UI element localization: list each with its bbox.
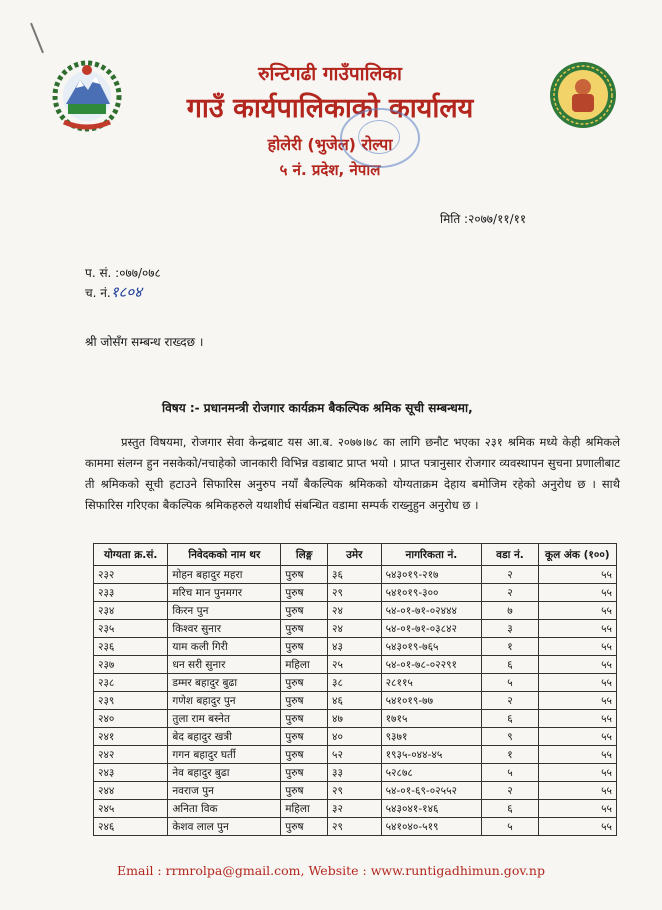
- col-ward: वडा नं.: [482, 544, 538, 566]
- col-name: निवेदकको नाम थर: [168, 544, 281, 566]
- score-cell: ५५: [538, 692, 616, 710]
- alternate-workers-table: [93, 543, 617, 836]
- citizenship-cell: ५४१०४०-५१९: [381, 818, 482, 836]
- citizenship-cell: ५४-०१-७१-०३८४२: [381, 620, 482, 638]
- table-row: [94, 728, 617, 746]
- name-cell: धन सरी सुनार: [168, 656, 281, 674]
- ward-cell: २: [482, 566, 538, 584]
- name-cell: अनिता विक: [168, 800, 281, 818]
- ward-cell: १: [482, 746, 538, 764]
- table-row: [94, 782, 617, 800]
- name-cell: मोहन बहादुर महरा: [168, 566, 281, 584]
- rank-cell: २३२: [94, 566, 168, 584]
- score-cell: ५५: [538, 818, 616, 836]
- table-row: [94, 584, 617, 602]
- table-row: [94, 692, 617, 710]
- gender-cell: पुरुष: [281, 782, 328, 800]
- municipality-logo-icon: [548, 60, 618, 130]
- name-cell: किश्वर सुनार: [168, 620, 281, 638]
- gender-cell: पुरुष: [281, 602, 328, 620]
- gender-cell: पुरुष: [281, 728, 328, 746]
- gender-cell: पुरुष: [281, 584, 328, 602]
- age-cell: ४३: [328, 638, 382, 656]
- age-cell: २९: [328, 782, 382, 800]
- age-cell: २४: [328, 602, 382, 620]
- reference-number: प. सं. :०७७/०७८: [85, 266, 161, 280]
- municipality-name: रुन्टिगढी गाउँपालिका: [258, 63, 402, 85]
- score-cell: ५५: [538, 566, 616, 584]
- citizenship-cell: ५४-०१-६९-०२५५२: [381, 782, 482, 800]
- name-cell: गणेश बहादुर पुन: [168, 692, 281, 710]
- score-cell: ५५: [538, 764, 616, 782]
- citizenship-cell: १९३५-०४४-४५: [381, 746, 482, 764]
- citizenship-cell: ५४३०४१-१४६: [381, 800, 482, 818]
- ward-cell: ६: [482, 656, 538, 674]
- gender-cell: पुरुष: [281, 674, 328, 692]
- rank-cell: २४०: [94, 710, 168, 728]
- score-cell: ५५: [538, 782, 616, 800]
- table-row: [94, 746, 617, 764]
- citizenship-cell: ५४-०१-७१-०२४४४: [381, 602, 482, 620]
- age-cell: ३६: [328, 566, 382, 584]
- name-cell: गगन बहादुर घर्ती: [168, 746, 281, 764]
- gender-cell: पुरुष: [281, 746, 328, 764]
- table-row: [94, 566, 617, 584]
- dispatch-number: [85, 282, 142, 302]
- name-cell: किरन पुन: [168, 602, 281, 620]
- ward-cell: ५: [482, 674, 538, 692]
- score-cell: ५५: [538, 620, 616, 638]
- office-location: होलेरी (भुजेल) रोल्पा: [267, 135, 393, 154]
- score-cell: ५५: [538, 674, 616, 692]
- dispatch-number-handwritten: १८०४: [110, 283, 142, 301]
- score-cell: ५५: [538, 656, 616, 674]
- gender-cell: पुरुष: [281, 710, 328, 728]
- age-cell: ४६: [328, 692, 382, 710]
- ward-cell: ६: [482, 800, 538, 818]
- scan-mark: [30, 23, 44, 53]
- gender-cell: महिला: [281, 656, 328, 674]
- score-cell: ५५: [538, 800, 616, 818]
- name-cell: बेद बहादुर खत्री: [168, 728, 281, 746]
- citizenship-cell: ५४१०१९-३००: [381, 584, 482, 602]
- age-cell: ३२: [328, 800, 382, 818]
- age-cell: ३३: [328, 764, 382, 782]
- col-citizenship: नागरिकता नं.: [381, 544, 482, 566]
- name-cell: नेव बहादुर बुढा: [168, 764, 281, 782]
- name-cell: याम कली गिरी: [168, 638, 281, 656]
- citizenship-cell: ५४३०१९-७६५: [381, 638, 482, 656]
- col-age: उमेर: [328, 544, 382, 566]
- age-cell: २९: [328, 818, 382, 836]
- table-row: [94, 638, 617, 656]
- citizenship-cell: ९३७१: [381, 728, 482, 746]
- table-row: [94, 818, 617, 836]
- score-cell: ५५: [538, 746, 616, 764]
- letter-date: मिति :२०७७/११/११: [440, 212, 527, 226]
- age-cell: २५: [328, 656, 382, 674]
- rank-cell: २३४: [94, 602, 168, 620]
- province-line: ५ नं. प्रदेश, नेपाल: [279, 161, 381, 179]
- rank-cell: २३८: [94, 674, 168, 692]
- citizenship-cell: ५४१०१९-७७: [381, 692, 482, 710]
- gender-cell: महिला: [281, 800, 328, 818]
- rank-cell: २३५: [94, 620, 168, 638]
- score-cell: ५५: [538, 638, 616, 656]
- footer-contact: Email : rrmrolpa@gmail.com, Website : www.runtigadhimun.gov.np: [117, 863, 545, 878]
- rank-cell: २४३: [94, 764, 168, 782]
- ward-cell: १: [482, 638, 538, 656]
- office-title: गाउँ कार्यपालिकाको कार्यालय: [186, 93, 474, 124]
- subject-line: विषय :- प्रधानमन्त्री रोजगार कार्यक्रम बैकल्पिक श्रमिक सूची सम्बन्धमा,: [162, 401, 473, 415]
- table-row: [94, 800, 617, 818]
- ward-cell: २: [482, 692, 538, 710]
- name-cell: डम्मर बहादुर बुढा: [168, 674, 281, 692]
- name-cell: तुला राम बस्नेत: [168, 710, 281, 728]
- ward-cell: २: [482, 584, 538, 602]
- table-header-row: [94, 544, 617, 566]
- age-cell: ४०: [328, 728, 382, 746]
- rank-cell: २४२: [94, 746, 168, 764]
- citizenship-cell: ५२८७८: [381, 764, 482, 782]
- score-cell: ५५: [538, 584, 616, 602]
- rank-cell: २४१: [94, 728, 168, 746]
- addressee: श्री जोसँग सम्बन्ध राख्दछ ।: [85, 335, 204, 349]
- score-cell: ५५: [538, 728, 616, 746]
- score-cell: ५५: [538, 710, 616, 728]
- name-cell: नवराज पुन: [168, 782, 281, 800]
- ward-cell: ३: [482, 620, 538, 638]
- office-stamp: [340, 108, 420, 168]
- age-cell: ४७: [328, 710, 382, 728]
- citizenship-cell: ५४-०१-७८-०२२९१: [381, 656, 482, 674]
- rank-cell: २४६: [94, 818, 168, 836]
- citizenship-cell: २८११५: [381, 674, 482, 692]
- letter-body: प्रस्तुत विषयमा, रोजगार सेवा केन्द्रबाट यस आ.ब. २०७७।७८ का लागि छनौट भएका २३१ श्रमिक मध्ये केही श्रमिकले काममा संलग्न हुन नसकेको/नचाहेको जानकारी विभिन्न वडाबाट प्राप्त भयो । प्राप्त पत्रानुसार रोजगार व्यवस्थापन सुचना प्रणालीबाट ती श्रमिकको सूची हटाउने सिफारिस अनुरुप नयाँ बैकल्पिक श्रमिकको योग्यताक्रम देहाय बमोजिम रहेको अनुरोध छ । साथै सिफारिस गरिएका बैकल्पिक श्रमिकहरुले यथाशीर्घ संबन्धित वडामा सम्पर्क राख्नुहुन अनुरोध छ ।: [85, 435, 620, 512]
- rank-cell: २३९: [94, 692, 168, 710]
- ward-cell: ५: [482, 818, 538, 836]
- gender-cell: पुरुष: [281, 692, 328, 710]
- rank-cell: २३३: [94, 584, 168, 602]
- ward-cell: ७: [482, 602, 538, 620]
- col-score: कूल अंक (१००): [538, 544, 616, 566]
- table-row: [94, 710, 617, 728]
- rank-cell: २४४: [94, 782, 168, 800]
- gender-cell: पुरुष: [281, 638, 328, 656]
- gender-cell: पुरुष: [281, 566, 328, 584]
- citizenship-cell: १७१५: [381, 710, 482, 728]
- rank-cell: २४५: [94, 800, 168, 818]
- name-cell: केशव लाल पुन: [168, 818, 281, 836]
- table-row: [94, 656, 617, 674]
- dispatch-label: च. नं.: [85, 286, 111, 300]
- ward-cell: २: [482, 782, 538, 800]
- col-gender: लिङ्ग: [281, 544, 328, 566]
- age-cell: २४: [328, 620, 382, 638]
- rank-cell: २३६: [94, 638, 168, 656]
- col-rank: योग्यता क्र.सं.: [94, 544, 168, 566]
- name-cell: मरिच मान पुनमगर: [168, 584, 281, 602]
- citizenship-cell: ५४३०१९-२१७: [381, 566, 482, 584]
- nepal-emblem-icon: [52, 58, 122, 132]
- table-row: [94, 764, 617, 782]
- age-cell: ३८: [328, 674, 382, 692]
- age-cell: २९: [328, 584, 382, 602]
- gender-cell: पुरुष: [281, 620, 328, 638]
- gender-cell: पुरुष: [281, 818, 328, 836]
- ward-cell: ६: [482, 710, 538, 728]
- table-row: [94, 674, 617, 692]
- table-row: [94, 620, 617, 638]
- gender-cell: पुरुष: [281, 764, 328, 782]
- table-row: [94, 602, 617, 620]
- score-cell: ५५: [538, 602, 616, 620]
- rank-cell: २३७: [94, 656, 168, 674]
- ward-cell: ९: [482, 728, 538, 746]
- ward-cell: ५: [482, 764, 538, 782]
- age-cell: ५२: [328, 746, 382, 764]
